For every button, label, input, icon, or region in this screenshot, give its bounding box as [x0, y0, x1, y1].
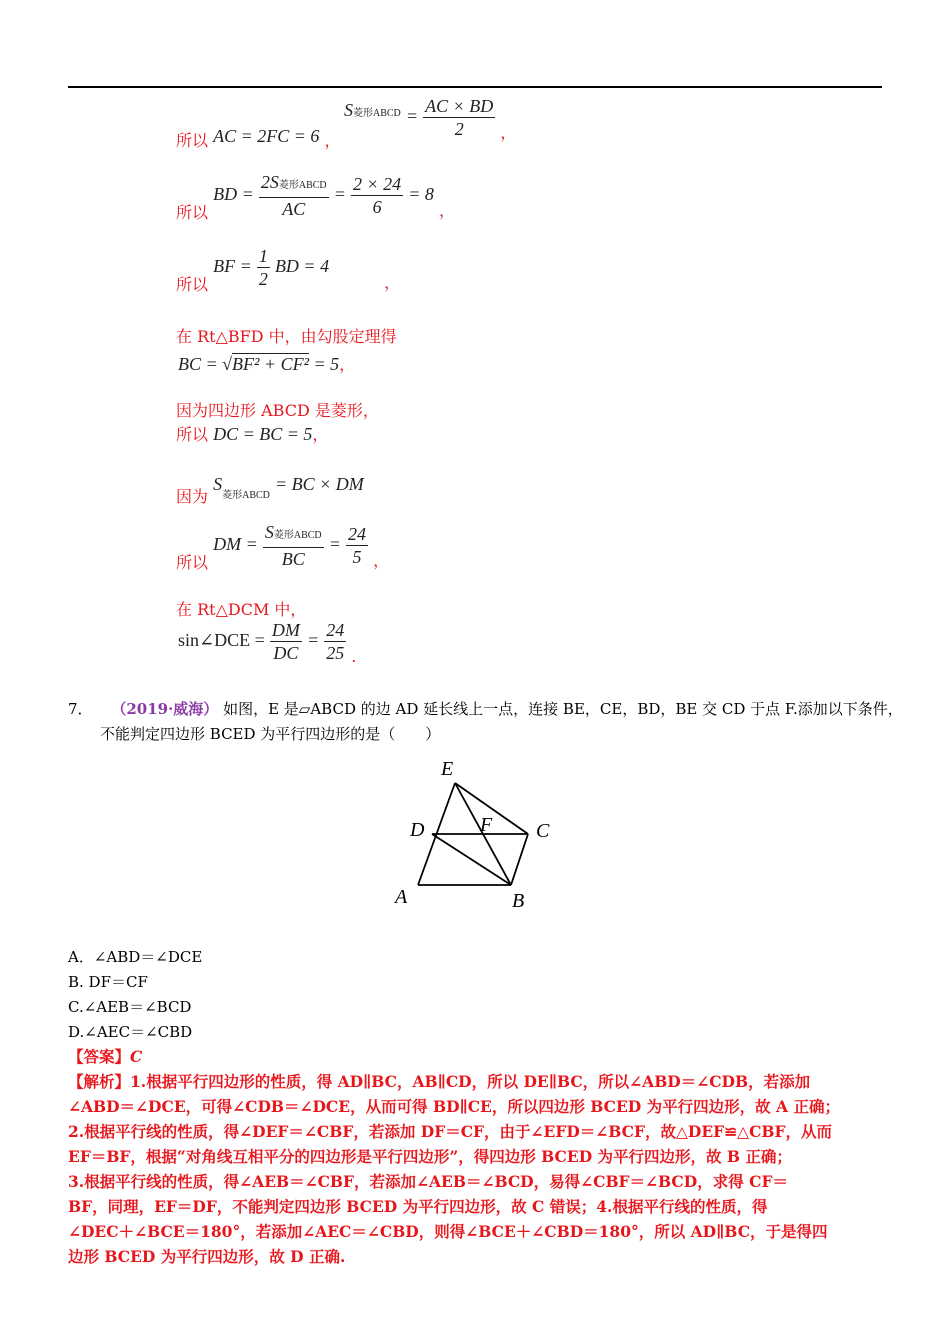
step-dc: 所以 DC = BC = 5，: [176, 424, 329, 444]
ac-eq: AC = 2FC = 6: [213, 126, 320, 146]
option-d: D.∠AEC＝∠CBD: [68, 1023, 193, 1041]
question-source: （2019·威海）: [111, 700, 219, 718]
fraction: $\frac{AC \times BD}{2}$: [425, 96, 494, 139]
step-sin: sin∠DCE = $\frac{DM}{DC}$ = $\frac{24}{25}$ .: [178, 620, 357, 666]
question-text-1: 如图，E 是▱ABCD 的边 AD 延长线上一点，连接 BE，CE，BD，BE 交 CD 于点 F.添加以下条件，: [223, 700, 903, 718]
answer-label: 【答案】: [68, 1047, 131, 1066]
analysis-label: 【解析】: [68, 1072, 131, 1091]
rt-bfd: 在 Rt△BFD 中，由勾股定理得: [176, 327, 397, 346]
so-label: 所以: [176, 131, 209, 150]
label-a: A: [395, 886, 408, 908]
step-dm: 所以 DM = $\frac{\text{S菱形ABCD}}{BC}$ = $\frac{24}{5}$ ，: [176, 522, 390, 572]
step-area-formula: S菱形ABCD = $\frac{AC \times BD}{2}$ ，: [344, 96, 517, 142]
label-e: E: [441, 758, 454, 780]
step-ac: 所以 AC = 2FC = 6 ，: [176, 126, 341, 150]
geometry-figure: [380, 750, 580, 920]
step-s-eq: 因为 $S_{菱形ABCD}$ = BC × DM: [176, 474, 364, 506]
option-b: B. DF＝CF: [68, 973, 148, 991]
label-d: D: [410, 819, 425, 841]
question-number: 7．: [68, 700, 93, 718]
answer: [68, 1045, 142, 1067]
option-a: A．∠ABD＝∠DCE: [68, 948, 203, 966]
label-b: B: [512, 890, 525, 912]
analysis: 【解析】1.根据平行四边形的性质，得 AD∥BC，AB∥CD，所以 DE∥BC，所以∠ABD＝∠CDB，若添加 ∠ABD＝∠DCE，可得∠CDB＝∠DCE，从而可得 BD∥CE，所以四边形 BCED 为平行四边形，故 A 正确； 2.根据平行线的性质，得∠DEF＝∠CBF，若添加 DF＝CF，由于∠EFD＝∠BCF，故△DEF≌△CBF，从而 EF＝BF，根据“对角线互相平分的四边形是平行四边形”，得四边形 BCED 为平行四边形，故 B 正确； 3.根据平行线的性质，得∠AEB＝∠CBF，若添加∠AEB＝∠BCD，易得∠CBF＝∠BCD，求得 CF＝ BF，同理，EF＝DF，不能判定四边形 BCED 为平行四边形，故 C 错误；4.根据平行线的性质，得 ∠DEC＋∠BCE＝180°，若添加∠AEC＝∠CBD，则得∠BCE＋∠CBD＝180°，所以 AD∥BC，于是得四 边形 BCED 为平行四边形，故 D 正确.: [68, 1072, 840, 1266]
edge-cb: [511, 834, 528, 885]
label-f: F: [480, 814, 493, 836]
header-rule: [68, 86, 882, 88]
rhombus-stmt: 因为四边形 ABCD 是菱形，: [176, 401, 379, 420]
answer-value: C: [130, 1047, 143, 1066]
step-bf: 所以 BF = $\frac{1}{2}$ BD = 4 ，: [176, 246, 401, 294]
question-line-1: [68, 698, 903, 719]
edge-db: [432, 834, 511, 885]
option-c: C.∠AEB＝∠BCD: [68, 998, 192, 1016]
step-bd: 所以 BD = $\frac{\text{2S菱形ABCD}}{AC}$ = $\frac{2 \times 24}{6}$ = 8 ，: [176, 172, 455, 222]
rt-dcm: 在 Rt△DCM 中，: [176, 600, 307, 619]
step-bc: BC = √BF² + CF² = 5，: [178, 354, 356, 374]
label-c: C: [536, 820, 550, 842]
question-text-2: 不能判定四边形 BCED 为平行四边形的是（ ）: [100, 725, 441, 743]
